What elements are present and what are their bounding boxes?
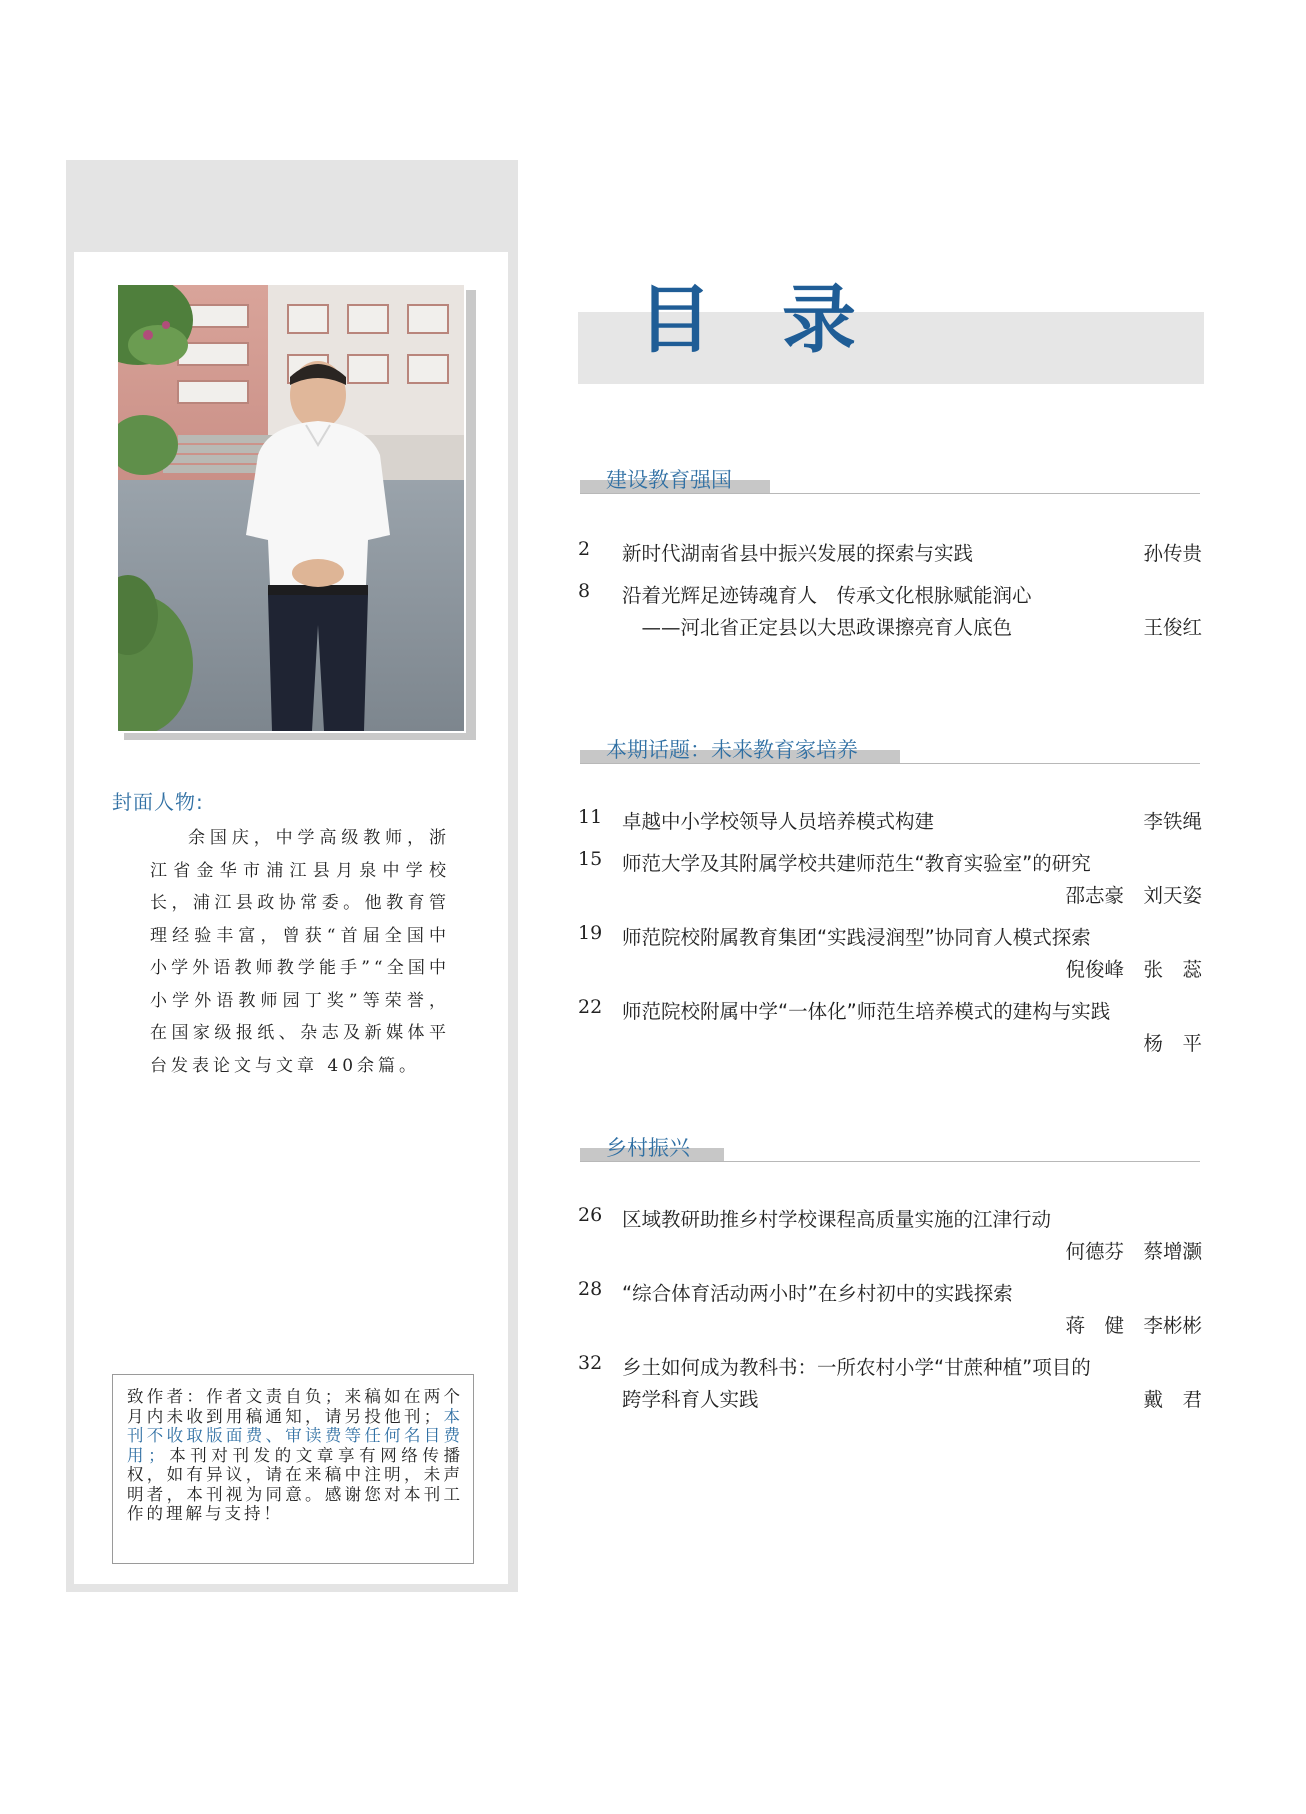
author-notice-box — [112, 1374, 474, 1564]
toc-author: 邵志豪 刘天姿 — [1065, 884, 1202, 907]
notice-tail: 本刊对刊发的文章享有网络传播权，如有异议，请在来稿中注明，未声明者，本刊视为同意。感谢您对本刊工作的理解与支持！ — [127, 1445, 464, 1523]
toc-article-subtitle: ——河北省正定县以大思政课擦亮育人底色 — [622, 616, 1013, 639]
toc-author: 何德芬 蔡增灏 — [1065, 1240, 1202, 1263]
toc-article-title: 师范院校附属教育集团“实践浸润型”协同育人模式探索 — [622, 926, 1091, 949]
toc-entry[interactable] — [578, 996, 1208, 1058]
cover-photo-frame — [116, 283, 466, 733]
toc-page-number: 32 — [578, 1352, 603, 1374]
toc-author: 戴 君 — [1143, 1388, 1202, 1411]
toc-article-title: 师范大学及其附属学校共建师范生“教育实验室”的研究 — [622, 852, 1091, 875]
toc-page-number: 19 — [578, 922, 603, 944]
toc-entry[interactable] — [578, 1278, 1208, 1340]
toc-entry[interactable] — [578, 848, 1208, 910]
toc-entry[interactable] — [578, 538, 1208, 568]
notice-lead: 致作者：作者文责自负；来稿如在两个月内未收到用稿通知，请另投他刊； — [127, 1387, 463, 1426]
toc-entry[interactable] — [578, 806, 1208, 836]
toc-page-number: 28 — [578, 1278, 603, 1300]
toc-page-number: 15 — [578, 848, 603, 870]
section-header-3 — [580, 1126, 1200, 1166]
cover-photo — [118, 285, 464, 731]
toc-article-title: 沿着光辉足迹铸魂育人 传承文化根脉赋能润心 — [622, 584, 1032, 607]
toc-article-title: 乡土如何成为教科书：一所农村小学“甘蔗种植”项目的 — [622, 1356, 1091, 1379]
toc-author: 杨 平 — [1143, 1032, 1202, 1055]
cover-person-label: 封面人物: — [112, 790, 204, 814]
toc-entry[interactable] — [578, 580, 1208, 642]
toc-article-title: 区域教研助推乡村学校课程高质量实施的江津行动 — [622, 1208, 1052, 1231]
section-label: 本期话题：未来教育家培养 — [606, 738, 858, 762]
section-header-1 — [580, 458, 1200, 498]
toc-page-number: 22 — [578, 996, 603, 1018]
toc-page-number: 8 — [578, 580, 591, 602]
toc-entry[interactable] — [578, 1204, 1208, 1266]
section-header-2 — [580, 728, 1200, 768]
toc-article-title: 卓越中小学校领导人员培养模式构建 — [622, 810, 935, 833]
section-label: 乡村振兴 — [606, 1136, 690, 1160]
cover-person-description: 余国庆，中学高级教师，浙江省金华市浦江县月泉中学校长，浦江县政协常委。他教育管理经验丰富，曾获“首届全国中小学外语教师教学能手”“全国中小学外语教师园丁奖”等荣誉，在国家级报纸、杂志及新媒体平台发表论文与文章 40余篇。 — [150, 828, 450, 1076]
toc-article-title-continued: 跨学科育人实践 — [622, 1388, 759, 1411]
toc-author: 蒋 健 李彬彬 — [1065, 1314, 1202, 1337]
toc-author: 李铁绳 — [1143, 810, 1202, 833]
toc-article-title: 新时代湖南省县中振兴发展的探索与实践 — [622, 542, 974, 565]
toc-entry[interactable] — [578, 1352, 1208, 1414]
section-label: 建设教育强国 — [606, 468, 732, 492]
toc-title: 目录 — [638, 277, 926, 363]
toc-page-number: 2 — [578, 538, 591, 560]
author-notice-text — [127, 1387, 463, 1524]
toc-entry[interactable] — [578, 922, 1208, 984]
toc-author: 王俊红 — [1143, 616, 1202, 639]
notice-fee-highlight: 本刊不收取版面费、审读费等任何名目费用； — [127, 1406, 463, 1465]
toc-article-title: 师范院校附属中学“一体化”师范生培养模式的建构与实践 — [622, 1000, 1111, 1023]
toc-author: 倪俊峰 张 蕊 — [1065, 958, 1202, 981]
toc-page-number: 11 — [578, 806, 603, 828]
toc-article-title: “综合体育活动两小时”在乡村初中的实践探索 — [622, 1282, 1013, 1305]
toc-page-number: 26 — [578, 1204, 603, 1226]
toc-author: 孙传贵 — [1143, 542, 1202, 565]
